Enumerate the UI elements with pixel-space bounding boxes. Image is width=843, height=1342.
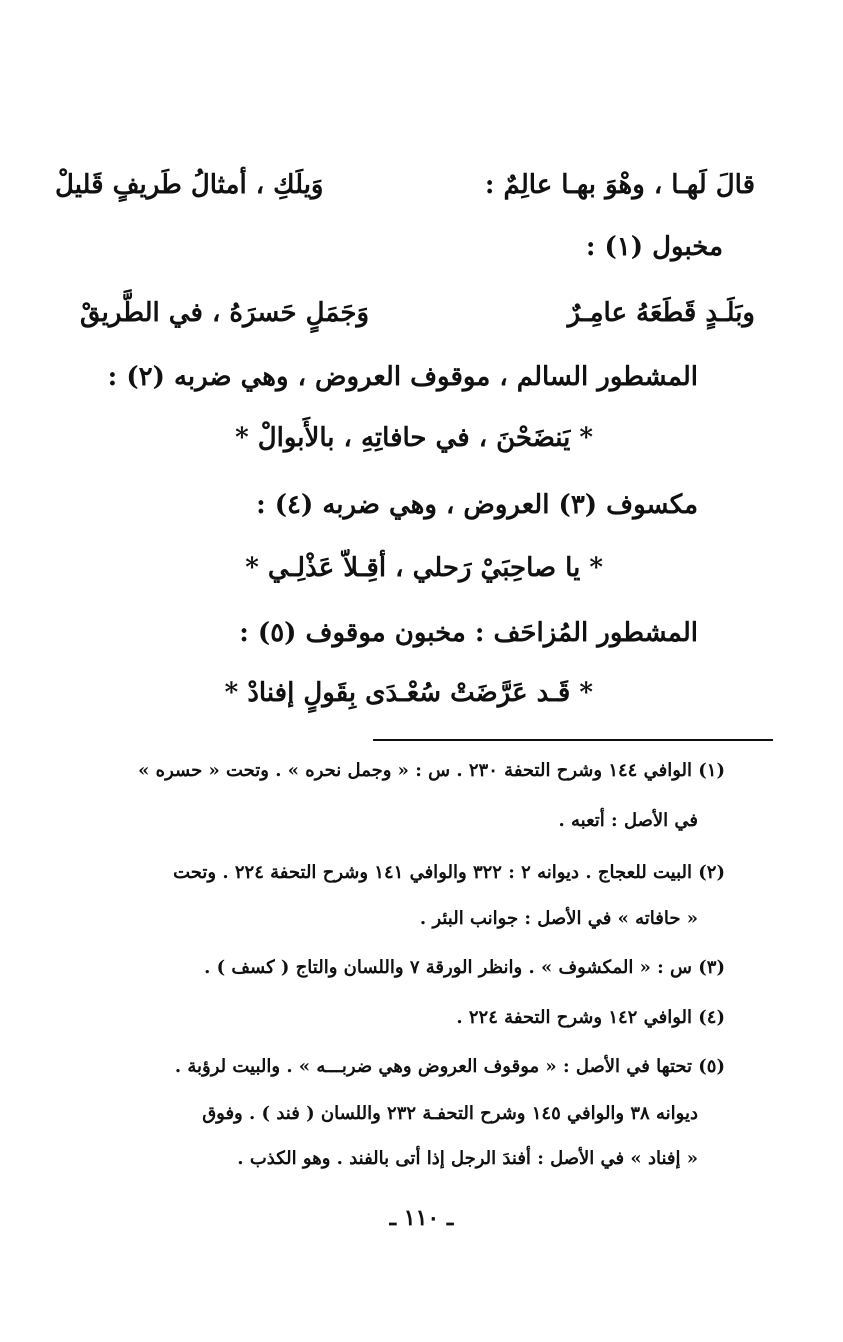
verse-1-hemistich-2: وَيلَكِ ، أمثالُ طَريفٍ قَليلْ	[55, 170, 324, 200]
verse-2-hemistich-1: وبَلَـدٍ قَطَعَهُ عامِـرٌ	[567, 298, 755, 328]
footnote-5-line-1: (٥) تحتها في الأصل : « موقوف العروض وهي ضربـــه » . والبيت لرؤبة .	[174, 1056, 725, 1077]
verse-line-3: * يَنضَحْنَ ، في حافاتِهِ ، بالأَبوالْ *	[235, 423, 593, 453]
verse-2-hemistich-2: وَجَمَلٍ حَسرَهُ ، في الطَّريقْ	[80, 298, 370, 328]
footnote-5-line-2: ديوانه ٣٨ والوافي ١٤٥ وشرح التحفـة ٢٣٢ واللسان ( فند ) . وفوق	[202, 1103, 698, 1124]
verse-1-hemistich-1: قالَ لَهـا ، وهْوَ بهـا عالِمٌ :	[484, 170, 755, 200]
verse-line-5: * قَـد عَرَّضَتْ سُعْـدَى بِقَولٍ إفنادْ *	[224, 678, 593, 708]
text-line-4: المشطور السالم ، موقوف العروض ، وهي ضربه (٢) :	[107, 362, 698, 392]
footnote-4-line-1: (٤) الوافي ١٤٢ وشرح التحفة ٢٢٤ .	[456, 1007, 725, 1028]
footnote-1-line-2: في الأصل : أتعبه .	[558, 810, 698, 831]
footnote-divider	[373, 739, 773, 741]
verse-line-2	[80, 298, 755, 338]
verse-line-1	[55, 170, 755, 210]
text-line-6: مكسوف (٣) العروض ، وهي ضربه (٤) :	[256, 490, 698, 520]
verse-line-4: * يا صاحِبَيْ رَحلي ، أقِـلاّ عَذْلِـي *	[245, 553, 603, 583]
footnote-1-line-1: (١) الوافي ١٤٤ وشرح التحفة ٢٣٠ . س : « وجمل نحره » . وتحت « حسره »	[138, 760, 725, 781]
page-number: ـ ١١٠ ـ	[389, 1205, 454, 1231]
footnote-2-line-2: « حافاته » في الأصل : جوانب البئر .	[419, 908, 698, 929]
footnote-2-line-1: (٢) البيت للعجاج . ديوانه ٢ : ٣٢٢ والوافي ١٤١ وشرح التحفة ٢٢٤ . وتحت	[173, 862, 725, 883]
footnote-3-line-1: (٣) س : « المكشوف » . وانظر الورقة ٧ واللسان والتاج ( كسف ) .	[204, 957, 725, 978]
text-line-8: المشطور المُزاحَف : مخبون موقوف (٥) :	[239, 618, 698, 648]
footnote-5-line-3: « إفناد » في الأصل : أفندَ الرجل إذا أتى بالفند . وهو الكذب .	[237, 1148, 698, 1169]
text-line-2: مخبول (١) :	[585, 232, 723, 262]
